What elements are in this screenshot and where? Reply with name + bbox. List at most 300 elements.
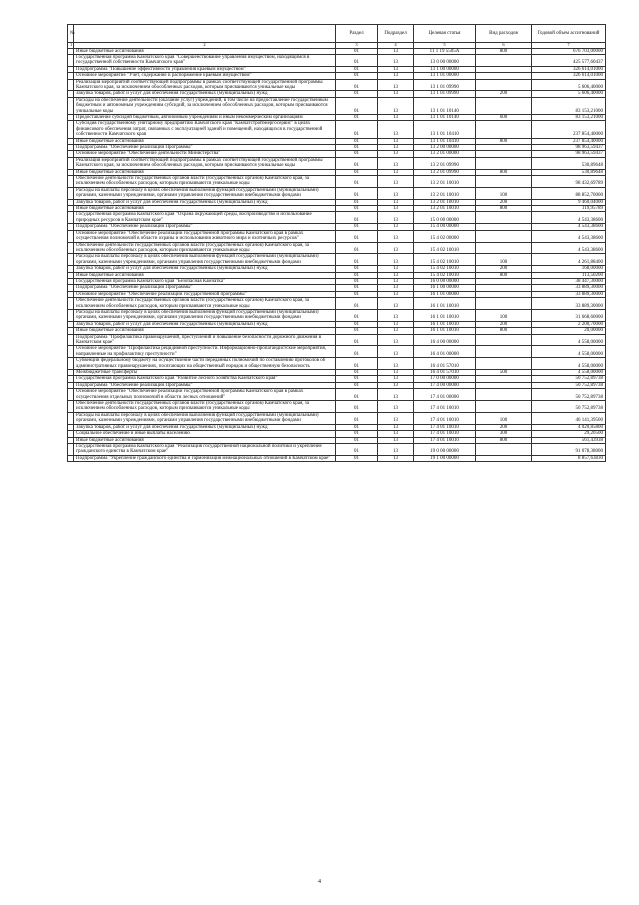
row-amount-cell: 119,95789 <box>532 206 606 212</box>
table-row <box>68 346 606 358</box>
table-row <box>68 455 606 461</box>
row-section-cell: 01 <box>336 66 378 72</box>
table-row <box>68 121 606 138</box>
row-expense-type-cell <box>476 401 532 413</box>
row-expense-type-cell <box>476 230 532 242</box>
row-subsection-cell: 13 <box>378 389 414 401</box>
row-subsection-cell: 13 <box>378 91 414 97</box>
row-subsection-cell: 13 <box>378 455 414 461</box>
row-expense-type-cell <box>476 334 532 346</box>
row-target-article-cell: 17 4 01 10010 <box>414 412 476 424</box>
row-target-article-cell: 16 4 00 00000 <box>414 334 476 346</box>
row-subsection-cell: 13 <box>378 431 414 437</box>
row-target-article-cell: 13 2 01 10010 <box>414 187 476 199</box>
row-name-cell: Основное мероприятие "Обеспечение реализации государственной программы Камчатского края в рамках осуществления отдельных полномочий в области лесных отношений" <box>74 389 336 401</box>
row-subsection-cell: 13 <box>378 79 414 91</box>
table-row <box>68 254 606 266</box>
row-subsection-cell: 13 <box>378 437 414 443</box>
row-expense-type-cell: 100 <box>476 187 532 199</box>
row-section-cell: 01 <box>336 412 378 424</box>
row-target-article-cell: 13 2 01 10010 <box>414 176 476 188</box>
row-section-cell: 01 <box>336 157 378 169</box>
row-subsection-cell: 13 <box>378 266 414 272</box>
row-expense-type-cell <box>476 242 532 254</box>
table-row <box>68 176 606 188</box>
column-number: 5 <box>414 43 476 49</box>
row-name-cell: Субсидия государственному унитарному предприятию Камчатского края "Камчатстройэнергосервис" в целях финансового обеспечения затрат, связанных с эксплуатацией зданий и помещений, находящихся в государственной собственности Камчатского края <box>74 121 336 138</box>
row-target-article-cell: 13 2 01 00000 <box>414 151 476 157</box>
row-amount-cell: 4 543,38600 <box>532 224 606 230</box>
row-target-article-cell: 16 1 01 00000 <box>414 291 476 297</box>
row-target-article-cell: 13 2 01 10010 <box>414 206 476 212</box>
row-target-article-cell: 15 4 02 10010 <box>414 254 476 266</box>
row-target-article-cell: 16 4 01 57010 <box>414 370 476 376</box>
row-name-cell: Подпрограмма "Обеспечение реализации Программы" <box>74 285 336 291</box>
row-subsection-cell: 13 <box>378 278 414 284</box>
column-number: 7 <box>532 43 606 49</box>
row-expense-type-cell: 800 <box>476 169 532 175</box>
row-expense-type-cell <box>476 54 532 66</box>
row-expense-type-cell <box>476 97 532 114</box>
row-amount-cell: 50 752,89738 <box>532 401 606 413</box>
row-name-cell: Иные бюджетные ассигнования <box>74 328 336 334</box>
row-section-cell: 01 <box>336 285 378 291</box>
row-amount-cell: 326 614,01000 <box>532 66 606 72</box>
table-row <box>68 389 606 401</box>
row-name-cell: Закупка товаров, работ и услуг для обеспечения государственных (муниципальных) нужд <box>74 91 336 97</box>
row-amount-cell: 46 141,39500 <box>532 412 606 424</box>
row-section-cell: 01 <box>336 321 378 327</box>
row-target-article-cell: 16 0 00 00000 <box>414 278 476 284</box>
row-amount-cell: 33 889,30000 <box>532 291 606 297</box>
table-body <box>68 48 606 462</box>
table-row <box>68 298 606 310</box>
row-target-article-cell: 13 1 01 10410 <box>414 121 476 138</box>
row-name-cell: Реализация мероприятий соответствующей подпрограммы в рамках соответствующей государственной программы Камчатского края, за исключением обособленных расходов, которым присваиваются уникальные коды <box>74 79 336 91</box>
row-amount-cell: 98 963,59437 <box>532 145 606 151</box>
header-name <box>74 25 336 43</box>
row-amount-cell: 5 606,40000 <box>532 91 606 97</box>
row-target-article-cell: 17 0 00 00000 <box>414 376 476 382</box>
row-expense-type-cell: 800 <box>476 138 532 144</box>
row-section-cell: 01 <box>336 291 378 297</box>
row-subsection-cell: 13 <box>378 157 414 169</box>
row-target-article-cell: 16 1 00 00000 <box>414 285 476 291</box>
row-name-cell: Расходы на обеспечение деятельности (оказание услуг) учреждений, в том числе на предоставление государственным бюджетным и автономным учреждениям субсидий, за исключением обособленных расходов, которым присваиваются уникальные коды <box>74 97 336 114</box>
row-name-cell: Государственная программа Камчатского края "Безопасная Камчатка" <box>74 278 336 284</box>
row-name-cell: Социальное обеспечение и иные выплаты населению <box>74 431 336 437</box>
row-subsection-cell: 13 <box>378 176 414 188</box>
row-subsection-cell: 13 <box>378 309 414 321</box>
row-target-article-cell: 19 1 00 00000 <box>414 455 476 461</box>
row-amount-cell: 98 963,59437 <box>532 151 606 157</box>
row-amount-cell: 83 153,21000 <box>532 114 606 120</box>
row-subsection-cell: 13 <box>378 151 414 157</box>
row-amount-cell: 88 852,70000 <box>532 187 606 199</box>
table-row <box>68 309 606 321</box>
column-number: 2 <box>74 43 336 49</box>
row-section-cell: 01 <box>336 121 378 138</box>
row-name-cell: Реализация мероприятий соответствующей подпрограммы в рамках соответствующей государственной программы Камчатского края, за исключением обособленных расходов, которым присваиваются уникальные коды <box>74 157 336 169</box>
row-expense-type-cell <box>476 157 532 169</box>
row-amount-cell: 4 261,88400 <box>532 254 606 266</box>
row-section-cell: 01 <box>336 424 378 430</box>
row-subsection-cell: 13 <box>378 272 414 278</box>
row-name-cell: Предоставление субсидий бюджетным, автономным учреждениям и иным некоммерческим организациям <box>74 114 336 120</box>
row-name-cell: Обеспечение деятельности государственных органов власти (государственных органов) Камчатского края, за исключением обособленных расходов, которым присваиваются уникальные коды <box>74 401 336 413</box>
row-expense-type-cell: 300 <box>476 431 532 437</box>
row-subsection-cell: 13 <box>378 48 414 54</box>
row-amount-cell: 83 153,21000 <box>532 97 606 114</box>
row-section-cell: 01 <box>336 437 378 443</box>
row-amount-cell: 20,00000 <box>532 328 606 334</box>
row-section-cell: 01 <box>336 382 378 388</box>
row-section-cell: 01 <box>336 443 378 455</box>
header-target-article: Целевая статья <box>414 25 476 43</box>
table-row <box>68 157 606 169</box>
row-subsection-cell: 13 <box>378 382 414 388</box>
row-section-cell: 01 <box>336 376 378 382</box>
row-subsection-cell: 13 <box>378 254 414 266</box>
row-subsection-cell: 13 <box>378 206 414 212</box>
row-name-cell: Основное мероприятие "Обеспечение деятельности Министерства" <box>74 151 336 157</box>
row-section-cell: 01 <box>336 48 378 54</box>
row-name-cell: Расходы на выплаты персоналу в целях обеспечения выполнения функций государственными (муниципальными) органами, казенными учреждениями, органами управления государственными внебюджетными фондами <box>74 309 336 321</box>
row-amount-cell: 168,00000 <box>532 266 606 272</box>
row-subsection-cell: 13 <box>378 376 414 382</box>
row-name-cell: Государственная программа Камчатского края "Совершенствование управления имуществом, находящимся в государственной собственности Камчатского края" <box>74 54 336 66</box>
header-subsection: Подраздел <box>378 25 414 43</box>
row-target-article-cell: 13 0 00 00000 <box>414 54 476 66</box>
row-expense-type-cell <box>476 346 532 358</box>
row-target-article-cell: 13 2 00 00000 <box>414 145 476 151</box>
row-subsection-cell: 13 <box>378 114 414 120</box>
row-subsection-cell: 13 <box>378 346 414 358</box>
row-expense-type-cell: 800 <box>476 328 532 334</box>
row-subsection-cell: 13 <box>378 401 414 413</box>
row-amount-cell: 4 543,38600 <box>532 212 606 224</box>
row-target-article-cell: 13 1 01 10140 <box>414 97 476 114</box>
table-row <box>68 230 606 242</box>
row-amount-cell: 33 889,30000 <box>532 285 606 291</box>
row-section-cell: 01 <box>336 91 378 97</box>
column-number: 4 <box>378 43 414 49</box>
row-subsection-cell: 13 <box>378 242 414 254</box>
row-amount-cell: 530,89648 <box>532 169 606 175</box>
row-target-article-cell: 17 4 01 00000 <box>414 389 476 401</box>
row-amount-cell: 237 854,40000 <box>532 138 606 144</box>
row-amount-cell: 5 606,40000 <box>532 79 606 91</box>
row-section-cell: 01 <box>336 224 378 230</box>
row-name-cell: Иные бюджетные ассигнования <box>74 272 336 278</box>
row-amount-cell: 676 703,00000 <box>532 48 606 54</box>
row-section-cell: 01 <box>336 145 378 151</box>
row-name-cell: Субвенции федеральному бюджету на осуществление части переданных полномочий по составлению протоколов об административных правонарушениях, посягающих на общественный порядок и общественную безопасность <box>74 358 336 370</box>
row-amount-cell: 50 752,89738 <box>532 389 606 401</box>
row-subsection-cell: 13 <box>378 321 414 327</box>
row-target-article-cell: 17 4 01 10010 <box>414 424 476 430</box>
row-subsection-cell: 13 <box>378 230 414 242</box>
row-amount-cell: 4 558,00000 <box>532 370 606 376</box>
row-expense-type-cell: 800 <box>476 272 532 278</box>
row-subsection-cell: 13 <box>378 121 414 138</box>
row-subsection-cell: 13 <box>378 443 414 455</box>
table-row <box>68 334 606 346</box>
table-row <box>68 97 606 114</box>
row-target-article-cell: 15 4 02 10010 <box>414 266 476 272</box>
row-expense-type-cell: 100 <box>476 309 532 321</box>
row-expense-type-cell <box>476 79 532 91</box>
row-subsection-cell: 13 <box>378 298 414 310</box>
row-amount-cell: 4 558,00000 <box>532 334 606 346</box>
row-name-cell: Подпрограмма "Повышение эффективности управления краевым имуществом" <box>74 66 336 72</box>
budget-table-container <box>67 24 605 462</box>
row-amount-cell: 8 857,63830 <box>532 455 606 461</box>
row-section-cell: 01 <box>336 97 378 114</box>
row-target-article-cell: 13 1 00 00000 <box>414 66 476 72</box>
row-target-article-cell: 16 4 01 57010 <box>414 358 476 370</box>
table-row <box>68 54 606 66</box>
row-subsection-cell: 13 <box>378 334 414 346</box>
row-section-cell: 01 <box>336 54 378 66</box>
row-section-cell: 01 <box>336 254 378 266</box>
row-expense-type-cell: 100 <box>476 412 532 424</box>
row-target-article-cell: 17 4 01 10010 <box>414 431 476 437</box>
row-target-article-cell: 13 1 01 09990 <box>414 91 476 97</box>
row-amount-cell: 4 543,38600 <box>532 242 606 254</box>
table-row <box>68 412 606 424</box>
row-expense-type-cell <box>476 455 532 461</box>
row-name-cell: Основное мероприятие "Обеспечение реализации государственной программы" <box>74 291 336 297</box>
row-section-cell: 01 <box>336 242 378 254</box>
row-target-article-cell: 15 4 00 00000 <box>414 224 476 230</box>
header-no: № <box>68 25 74 43</box>
row-subsection-cell: 13 <box>378 73 414 79</box>
row-amount-cell: 4 558,00000 <box>532 358 606 370</box>
row-name-cell: Подпрограмма "Обеспечение реализации Программы" <box>74 382 336 388</box>
header-annual-amount: Годовой объем ассигнований <box>532 25 606 43</box>
row-name-cell: Подпрограмма "Профилактика правонарушений, преступлений и повышение безопасности дорожного движения в Камчатском крае" <box>74 334 336 346</box>
table-row <box>68 187 606 199</box>
row-name-cell: Расходы на выплаты персоналу в целях обеспечения выполнения функций государственными (муниципальными) органами, казенными учреждениями, органами управления государственными внебюджетными фондами <box>74 254 336 266</box>
row-expense-type-cell: 800 <box>476 206 532 212</box>
row-amount-cell: 113,50200 <box>532 272 606 278</box>
table-row <box>68 401 606 413</box>
row-subsection-cell: 13 <box>378 169 414 175</box>
row-name-cell: Обеспечение деятельности государственных органов власти (государственных органов) Камчатского края, за исключением обособленных расходов, которым присваиваются уникальные коды <box>74 298 336 310</box>
row-amount-cell: 91 078,38000 <box>532 443 606 455</box>
row-expense-type-cell: 800 <box>476 437 532 443</box>
row-section-cell: 01 <box>336 401 378 413</box>
row-expense-type-cell: 600 <box>476 114 532 120</box>
row-expense-type-cell: 800 <box>476 48 532 54</box>
row-name-cell: Иные бюджетные ассигнования <box>74 48 336 54</box>
row-name-cell: Закупка товаров, работ и услуг для обеспечения государственных (муниципальных) нужд <box>74 199 336 205</box>
column-number: 3 <box>336 43 378 49</box>
row-name-cell: Закупка товаров, работ и услуг для обеспечения государственных (муниципальных) нужд <box>74 424 336 430</box>
row-expense-type-cell: 200 <box>476 321 532 327</box>
row-amount-cell: 561,43938 <box>532 437 606 443</box>
row-section-cell: 01 <box>336 431 378 437</box>
row-subsection-cell: 13 <box>378 328 414 334</box>
row-section-cell: 01 <box>336 151 378 157</box>
row-subsection-cell: 13 <box>378 66 414 72</box>
row-section-cell: 01 <box>336 230 378 242</box>
row-name-cell: Межбюджетные трансферты <box>74 370 336 376</box>
row-target-article-cell: 17 4 00 00000 <box>414 382 476 388</box>
row-target-article-cell: 13 1 01 10140 <box>414 114 476 120</box>
row-name-cell: Государственная программа Камчатского края "Реализация государственной национальной политики и укрепление гражданского единства в Камчатском крае" <box>74 443 336 455</box>
row-section-cell: 01 <box>336 278 378 284</box>
column-number: 1 <box>68 43 74 49</box>
row-section-cell: 01 <box>336 212 378 224</box>
row-section-cell: 01 <box>336 309 378 321</box>
row-target-article-cell: 16 1 01 10010 <box>414 328 476 334</box>
row-name-cell: Основное мероприятие "Учет, содержание и распоряжение краевым имуществом" <box>74 73 336 79</box>
row-amount-cell: 50 752,89738 <box>532 382 606 388</box>
row-target-article-cell: 15 4 02 10010 <box>414 242 476 254</box>
budget-table <box>67 24 606 462</box>
row-name-cell: Подпрограмма "Обеспечение реализации Программы" <box>74 224 336 230</box>
row-amount-cell: 326 614,01000 <box>532 73 606 79</box>
row-expense-type-cell <box>476 121 532 138</box>
table-row <box>68 212 606 224</box>
row-amount-cell: 2 200,70000 <box>532 321 606 327</box>
row-target-article-cell: 15 4 02 00000 <box>414 230 476 242</box>
row-section-cell: 01 <box>336 266 378 272</box>
row-expense-type-cell: 200 <box>476 199 532 205</box>
row-amount-cell: 4 543,38600 <box>532 230 606 242</box>
row-target-article-cell: 13 1 01 00000 <box>414 73 476 79</box>
row-name-cell: Иные бюджетные ассигнования <box>74 138 336 144</box>
row-section-cell: 01 <box>336 187 378 199</box>
row-section-cell: 01 <box>336 455 378 461</box>
row-subsection-cell: 13 <box>378 187 414 199</box>
table-row <box>68 358 606 370</box>
row-amount-cell: 425 577,60437 <box>532 54 606 66</box>
row-amount-cell: 4 020,85800 <box>532 424 606 430</box>
row-name-cell: Иные бюджетные ассигнования <box>74 437 336 443</box>
row-section-cell: 01 <box>336 138 378 144</box>
row-subsection-cell: 13 <box>378 138 414 144</box>
row-name-cell: Основное мероприятие "Профилактика рецидивной преступности. Информационно-пропагандистские мероприятия, направленные на профилактику преступности" <box>74 346 336 358</box>
row-subsection-cell: 13 <box>378 370 414 376</box>
row-section-cell: 01 <box>336 73 378 79</box>
header-row <box>68 25 606 43</box>
row-expense-type-cell <box>476 443 532 455</box>
row-target-article-cell: 15 4 02 10010 <box>414 272 476 278</box>
row-target-article-cell: 16 1 01 10010 <box>414 298 476 310</box>
row-target-article-cell: 13 1 01 09990 <box>414 79 476 91</box>
row-target-article-cell: 11 1 19 5505А <box>414 48 476 54</box>
row-name-cell: Обеспечение деятельности государственных органов власти (государственных органов) Камчатского края, за исключением обособленных расходов, которым присваиваются уникальные коды <box>74 176 336 188</box>
row-amount-cell: 98 432,69789 <box>532 176 606 188</box>
row-section-cell: 01 <box>336 358 378 370</box>
row-amount-cell: 38 447,30000 <box>532 278 606 284</box>
row-target-article-cell: 13 2 01 09990 <box>414 169 476 175</box>
row-target-article-cell: 16 1 01 10010 <box>414 321 476 327</box>
row-name-cell: Иные бюджетные ассигнования <box>74 206 336 212</box>
header-expense-type: Вид расходов <box>476 25 532 43</box>
table-row <box>68 443 606 455</box>
row-expense-type-cell: 200 <box>476 424 532 430</box>
row-expense-type-cell <box>476 212 532 224</box>
row-subsection-cell: 13 <box>378 224 414 230</box>
row-amount-cell: 31 668,60000 <box>532 309 606 321</box>
row-target-article-cell: 13 1 01 10410 <box>414 138 476 144</box>
row-subsection-cell: 13 <box>378 285 414 291</box>
row-section-cell: 01 <box>336 79 378 91</box>
row-target-article-cell: 16 1 01 10010 <box>414 309 476 321</box>
row-target-article-cell: 13 2 01 09990 <box>414 157 476 169</box>
page-number: 4 <box>318 879 321 885</box>
row-section-cell: 01 <box>336 370 378 376</box>
row-target-article-cell: 17 4 01 10010 <box>414 401 476 413</box>
row-name-cell: Закупка товаров, работ и услуг для обеспечения государственных (муниципальных) нужд <box>74 321 336 327</box>
row-name-cell: Закупка товаров, работ и услуг для обеспечения государственных (муниципальных) нужд <box>74 266 336 272</box>
row-expense-type-cell: 100 <box>476 254 532 266</box>
row-section-cell: 01 <box>336 272 378 278</box>
row-amount-cell: 9 460,04000 <box>532 199 606 205</box>
row-section-cell: 01 <box>336 114 378 120</box>
row-name-cell: Расходы на выплаты персоналу в целях обеспечения выполнения функций государственными (муниципальными) органами, казенными учреждениями, органами управления государственными внебюджетными фондами <box>74 187 336 199</box>
row-name-cell: Расходы на выплаты персоналу в целях обеспечения выполнения функций государственными (муниципальными) органами, казенными учреждениями, органами управления государственными внебюджетными фондами <box>74 412 336 424</box>
row-name-cell: Государственная программа Камчатского края "Охрана окружающей среды, воспроизводство и использование природных ресурсов в Камчатском крае" <box>74 212 336 224</box>
row-expense-type-cell <box>476 298 532 310</box>
row-section-cell: 01 <box>336 298 378 310</box>
row-subsection-cell: 13 <box>378 291 414 297</box>
row-amount-cell: 29,20500 <box>532 431 606 437</box>
row-expense-type-cell: 200 <box>476 91 532 97</box>
row-amount-cell: 4 558,00000 <box>532 346 606 358</box>
row-name-cell: Подпрограмма "Укрепление гражданского единства и гармонизация межнациональных отношений в Камчатском крае" <box>74 455 336 461</box>
column-number: 6 <box>476 43 532 49</box>
row-target-article-cell: 16 4 01 00000 <box>414 346 476 358</box>
row-section-cell: 01 <box>336 176 378 188</box>
row-amount-cell: 50 752,89738 <box>532 376 606 382</box>
row-subsection-cell: 13 <box>378 412 414 424</box>
row-target-article-cell: 17 4 01 10010 <box>414 437 476 443</box>
row-section-cell: 01 <box>336 389 378 401</box>
row-name-cell: Государственная программа Камчатского края "Развитие лесного хозяйства Камчатского края" <box>74 376 336 382</box>
row-target-article-cell: 15 0 00 00000 <box>414 212 476 224</box>
row-subsection-cell: 13 <box>378 424 414 430</box>
row-amount-cell: 33 889,30000 <box>532 298 606 310</box>
row-name-cell: Обеспечение деятельности государственных органов власти (государственных органов) Камчатского края, за исключением обособленных расходов, которым присваиваются уникальные коды <box>74 242 336 254</box>
row-section-cell: 01 <box>336 334 378 346</box>
row-expense-type-cell <box>476 358 532 370</box>
row-subsection-cell: 13 <box>378 358 414 370</box>
row-section-cell: 01 <box>336 206 378 212</box>
row-subsection-cell: 13 <box>378 97 414 114</box>
row-section-cell: 01 <box>336 328 378 334</box>
row-target-article-cell: 13 2 01 10010 <box>414 199 476 205</box>
row-expense-type-cell: 200 <box>476 266 532 272</box>
row-amount-cell: 237 854,40000 <box>532 121 606 138</box>
row-subsection-cell: 13 <box>378 145 414 151</box>
row-name-cell: Основное мероприятие "Обеспечение реализации государственной программы Камчатского края в рамках осуществления полномочий в области охраны и использования животного мира и охотничьих ресурсов" <box>74 230 336 242</box>
row-expense-type-cell <box>476 389 532 401</box>
row-expense-type-cell <box>476 176 532 188</box>
row-subsection-cell: 13 <box>378 199 414 205</box>
row-subsection-cell: 13 <box>378 212 414 224</box>
row-section-cell: 01 <box>336 199 378 205</box>
row-subsection-cell: 13 <box>378 54 414 66</box>
table-row <box>68 79 606 91</box>
row-name-cell: Подпрограмма "Обеспечение реализации Программы" <box>74 145 336 151</box>
row-target-article-cell: 19 0 00 00000 <box>414 443 476 455</box>
table-row <box>68 242 606 254</box>
